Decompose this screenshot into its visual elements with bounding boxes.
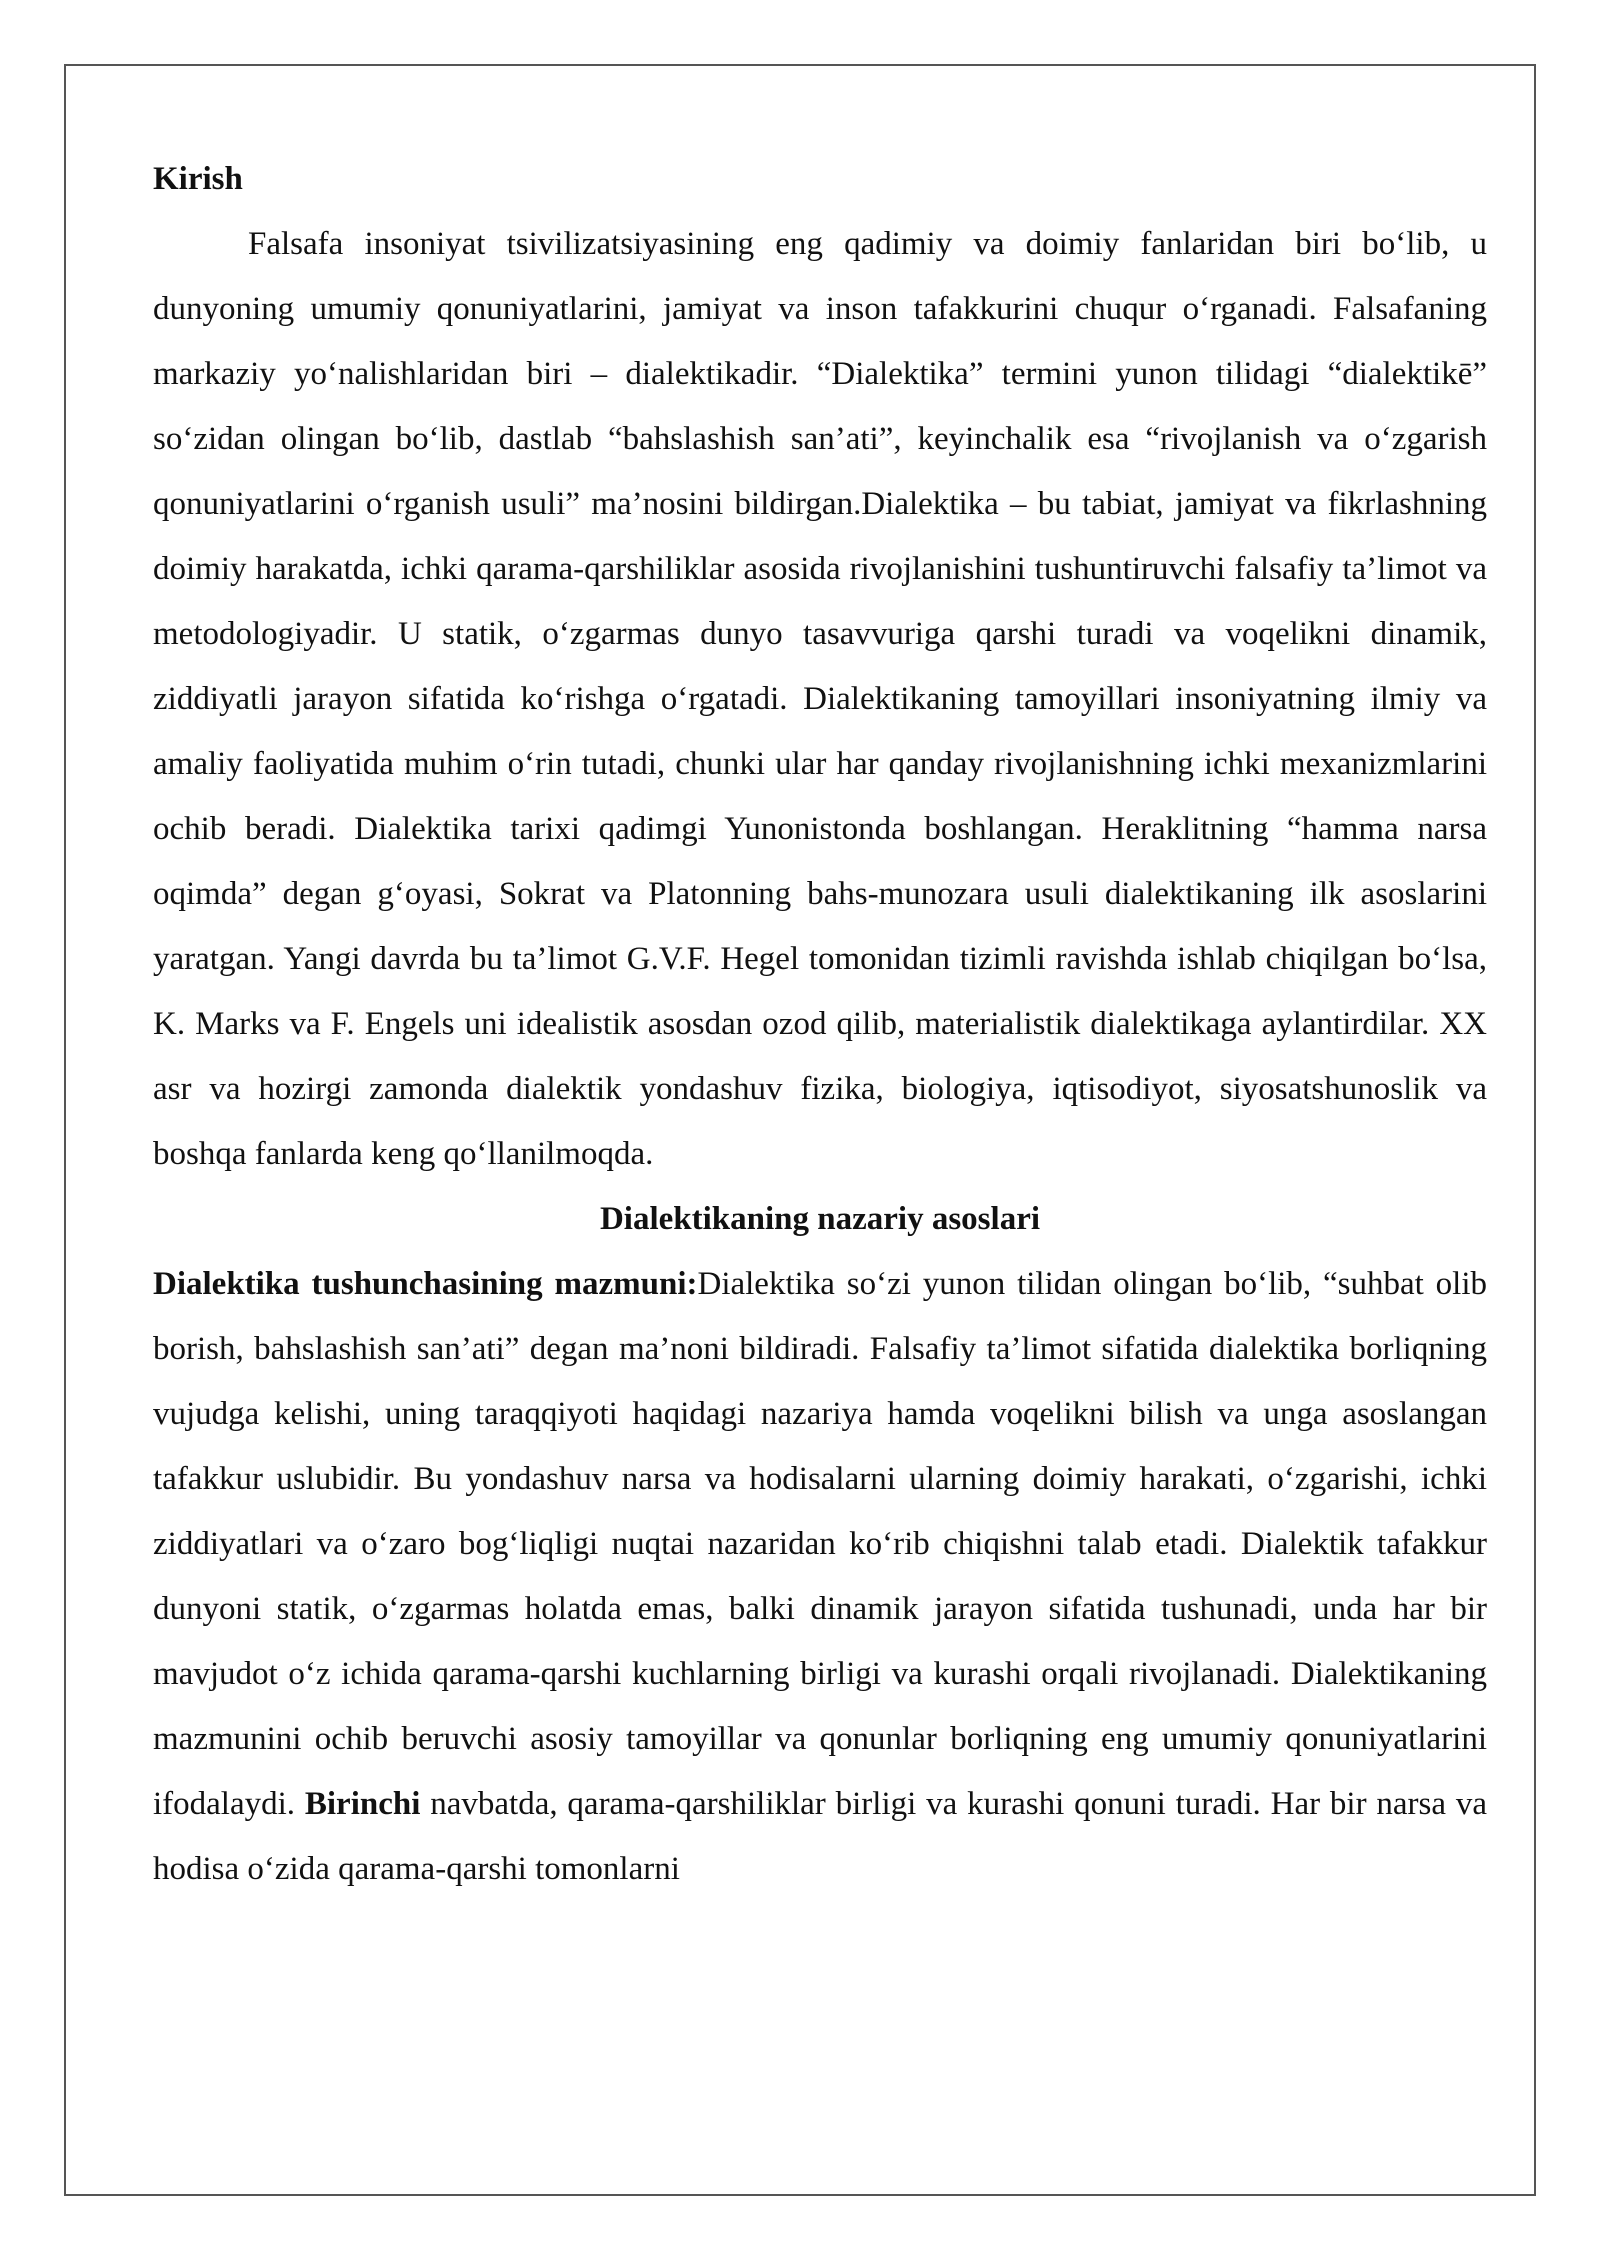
section-heading: Dialektikaning nazariy asoslari [599,1201,1041,1237]
first-label: Birinchi [304,1786,421,1822]
concept-text: Dialektika so‘zi yunon tilidan olingan bo‘lib, “suhbat olib borish, bahslashish san’ati” degan ma’noni bildiradi. Falsafiy ta’limot sifatida dialektika borliqning vujudga kelishi, uning taraqqiyoti haqidagi nazariya hamda voqelikni bilish va unga asoslangan tafakkur uslubidir. Bu yondashuv narsa va hodisalarni ularning doimiy harakati, o‘zgarishi, ichki ziddiyatlari va o‘zaro bog‘liqligi nuqtai nazaridan ko‘rib chiqishni talab etadi. Dialektik tafakkur dunyoni statik, o‘zgarmas holatda emas, balki dinamik jarayon sifatida tushunadi, unda har bir mavjudot o‘z ichida qarama-qarshi kuchlarning birligi va kurashi orqali rivojlanadi. Dialektikaning mazmunini ochib beruvchi asosiy tamoyillar va qonunlar borliqning eng umumiy qonuniyatlarini ifodalaydi. [153,1266,1487,1822]
first-text: navbatda, qarama-qarshiliklar birligi va kurashi qonuni turadi. Har bir narsa va hodisa o‘zida qarama-qarshi tomonlarni [153,1786,1487,1887]
intro-paragraph: Falsafa insoniyat tsivilizatsiyasining eng qadimiy va doimiy fanlaridan biri bo‘lib, u dunyoning umumiy qonuniyatlarini, jamiyat va inson tafakkurini chuqur o‘rganadi. Falsafaning markaziy yo‘nalishlaridan biri – dialektikadir. “Dialektika” termini yunon tilidagi “dialektikē” so‘zidan olingan bo‘lib, dastlab “bahslashish san’ati”, keyinchalik esa “rivojlanish va o‘zgarish qonuniyatlarini o‘rganish usuli” ma’nosini bildirgan.Dialektika – bu tabiat, jamiyat va fikrlashning doimiy harakatda, ichki qarama-qarshiliklar asosida rivojlanishini tushuntiruvchi falsafiy ta’limot va metodologiyadir. U statik, o‘zgarmas dunyo tasavvuriga qarshi turadi va voqelikni dinamik, ziddiyatli jarayon sifatida ko‘rishga o‘rgatadi. Dialektikaning tamoyillari insoniyatning ilmiy va amaliy faoliyatida muhim o‘rin tutadi, chunki ular har qanday rivojlanishning ichki mexanizmlarini ochib beradi. Dialektika tarixi qadimgi Yunonistonda boshlangan. Heraklitning “hamma narsa oqimda” degan g‘oyasi, Sokrat va Platonning bahs-munozara usuli dialektikaning ilk asoslarini yaratgan. Yangi davrda bu ta’limot G.V.F. Hegel tomonidan tizimli ravishda ishlab chiqilgan bo‘lsa, K. Marks va F. Engels uni idealistik asosdan ozod qilib, materialistik dialektikaga aylantirdilar. XX asr va hozirgi zamonda dialektik yondashuv fizika, biologiya, iqtisodiyot, siyosatshunoslik va boshqa fanlarda keng qo‘llanilmoqda. [153,226,1487,1172]
document-body [153,147,1487,1902]
concept-paragraph [153,1252,1487,1902]
concept-label: Dialektika tushunchasining mazmuni: [153,1266,698,1302]
intro-heading: Kirish [153,161,243,197]
